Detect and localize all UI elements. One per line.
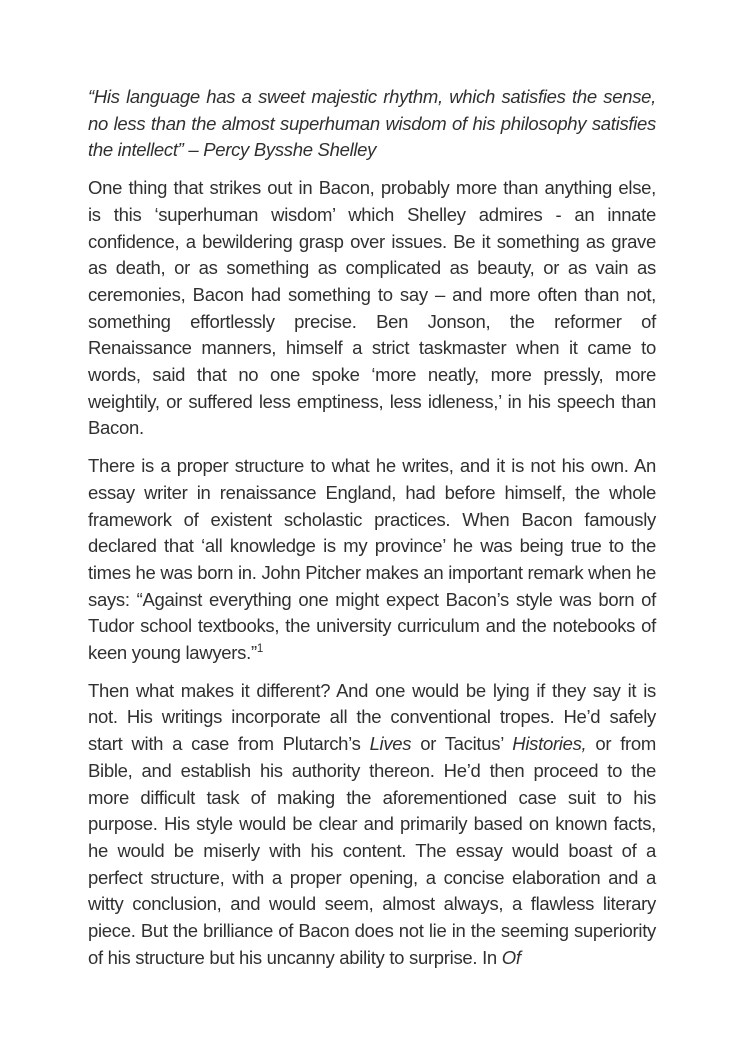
text-run: Lives	[369, 733, 412, 755]
text-run: or from Bible, and establish his authority thereon. He’d then proceed to the more difficult task of making the aforementioned case suit to his purpose. His style would be clear and primarily based on known facts, he would be miserly with his content. The essay would boast of a perfect structure, with a proper opening, a concise elaboration and a witty conclusion, and would seem, almost always, a flawless literary piece. But the brilliance of Bacon does not lie in the seeming superiority of his structure but his uncanny ability to surprise. In	[88, 733, 656, 968]
text-run: Then what makes it different? And one would be lying if they say it is not. His writings incorporate all the conventional tropes. He’d safely start with a case from Plutarch’s	[88, 679, 656, 755]
epigraph-quote	[88, 84, 656, 164]
text-run: There is a proper structure to what he writes, and it is not his own. An essay writer in renaissance England, had before himself, the whole framework of existent scholastic practices. When Bacon famously declared that ‘all knowledge is my province’ he was being true to the times he was born in. John Pitcher makes an important remark when he says: “Against everything one might expect Bacon’s style was born of Tudor school textbooks, the university curriculum and the notebooks of keen young lawyers.”	[88, 455, 656, 664]
paragraph-proper-structure	[88, 453, 656, 667]
text-run: Of	[501, 946, 521, 968]
paragraph-what-makes-it-different	[88, 678, 656, 972]
text-run: or Tacitus’	[411, 733, 513, 755]
paragraph-superhuman-wisdom	[88, 175, 656, 442]
text-run: Histories,	[512, 733, 587, 755]
text-run: “His language has a sweet majestic rhythm, which satisfies the sense, no less than the almost superhuman wisdom of his philosophy satisfies the intellect” – Percy Bysshe Shelley	[88, 86, 656, 161]
text-block	[88, 84, 656, 983]
footnote-ref-1: 1	[256, 642, 263, 655]
text-run: One thing that strikes out in Bacon, probably more than anything else, is this ‘superhuman wisdom’ which Shelley admires - an innate confidence, a bewildering grasp over issues. Be it something as grave as death, or as something as complicated as beauty, or as vain as ceremonies, Bacon had something to say – and more often than not, something effortlessly precise. Ben Jonson, the reformer of Renaissance manners, himself a strict taskmaster when it came to words, said that no one spoke ‘more neatly, more pressly, more weightily, or suffered less emptiness, less idleness,’ in his speech than Bacon.	[88, 177, 656, 439]
